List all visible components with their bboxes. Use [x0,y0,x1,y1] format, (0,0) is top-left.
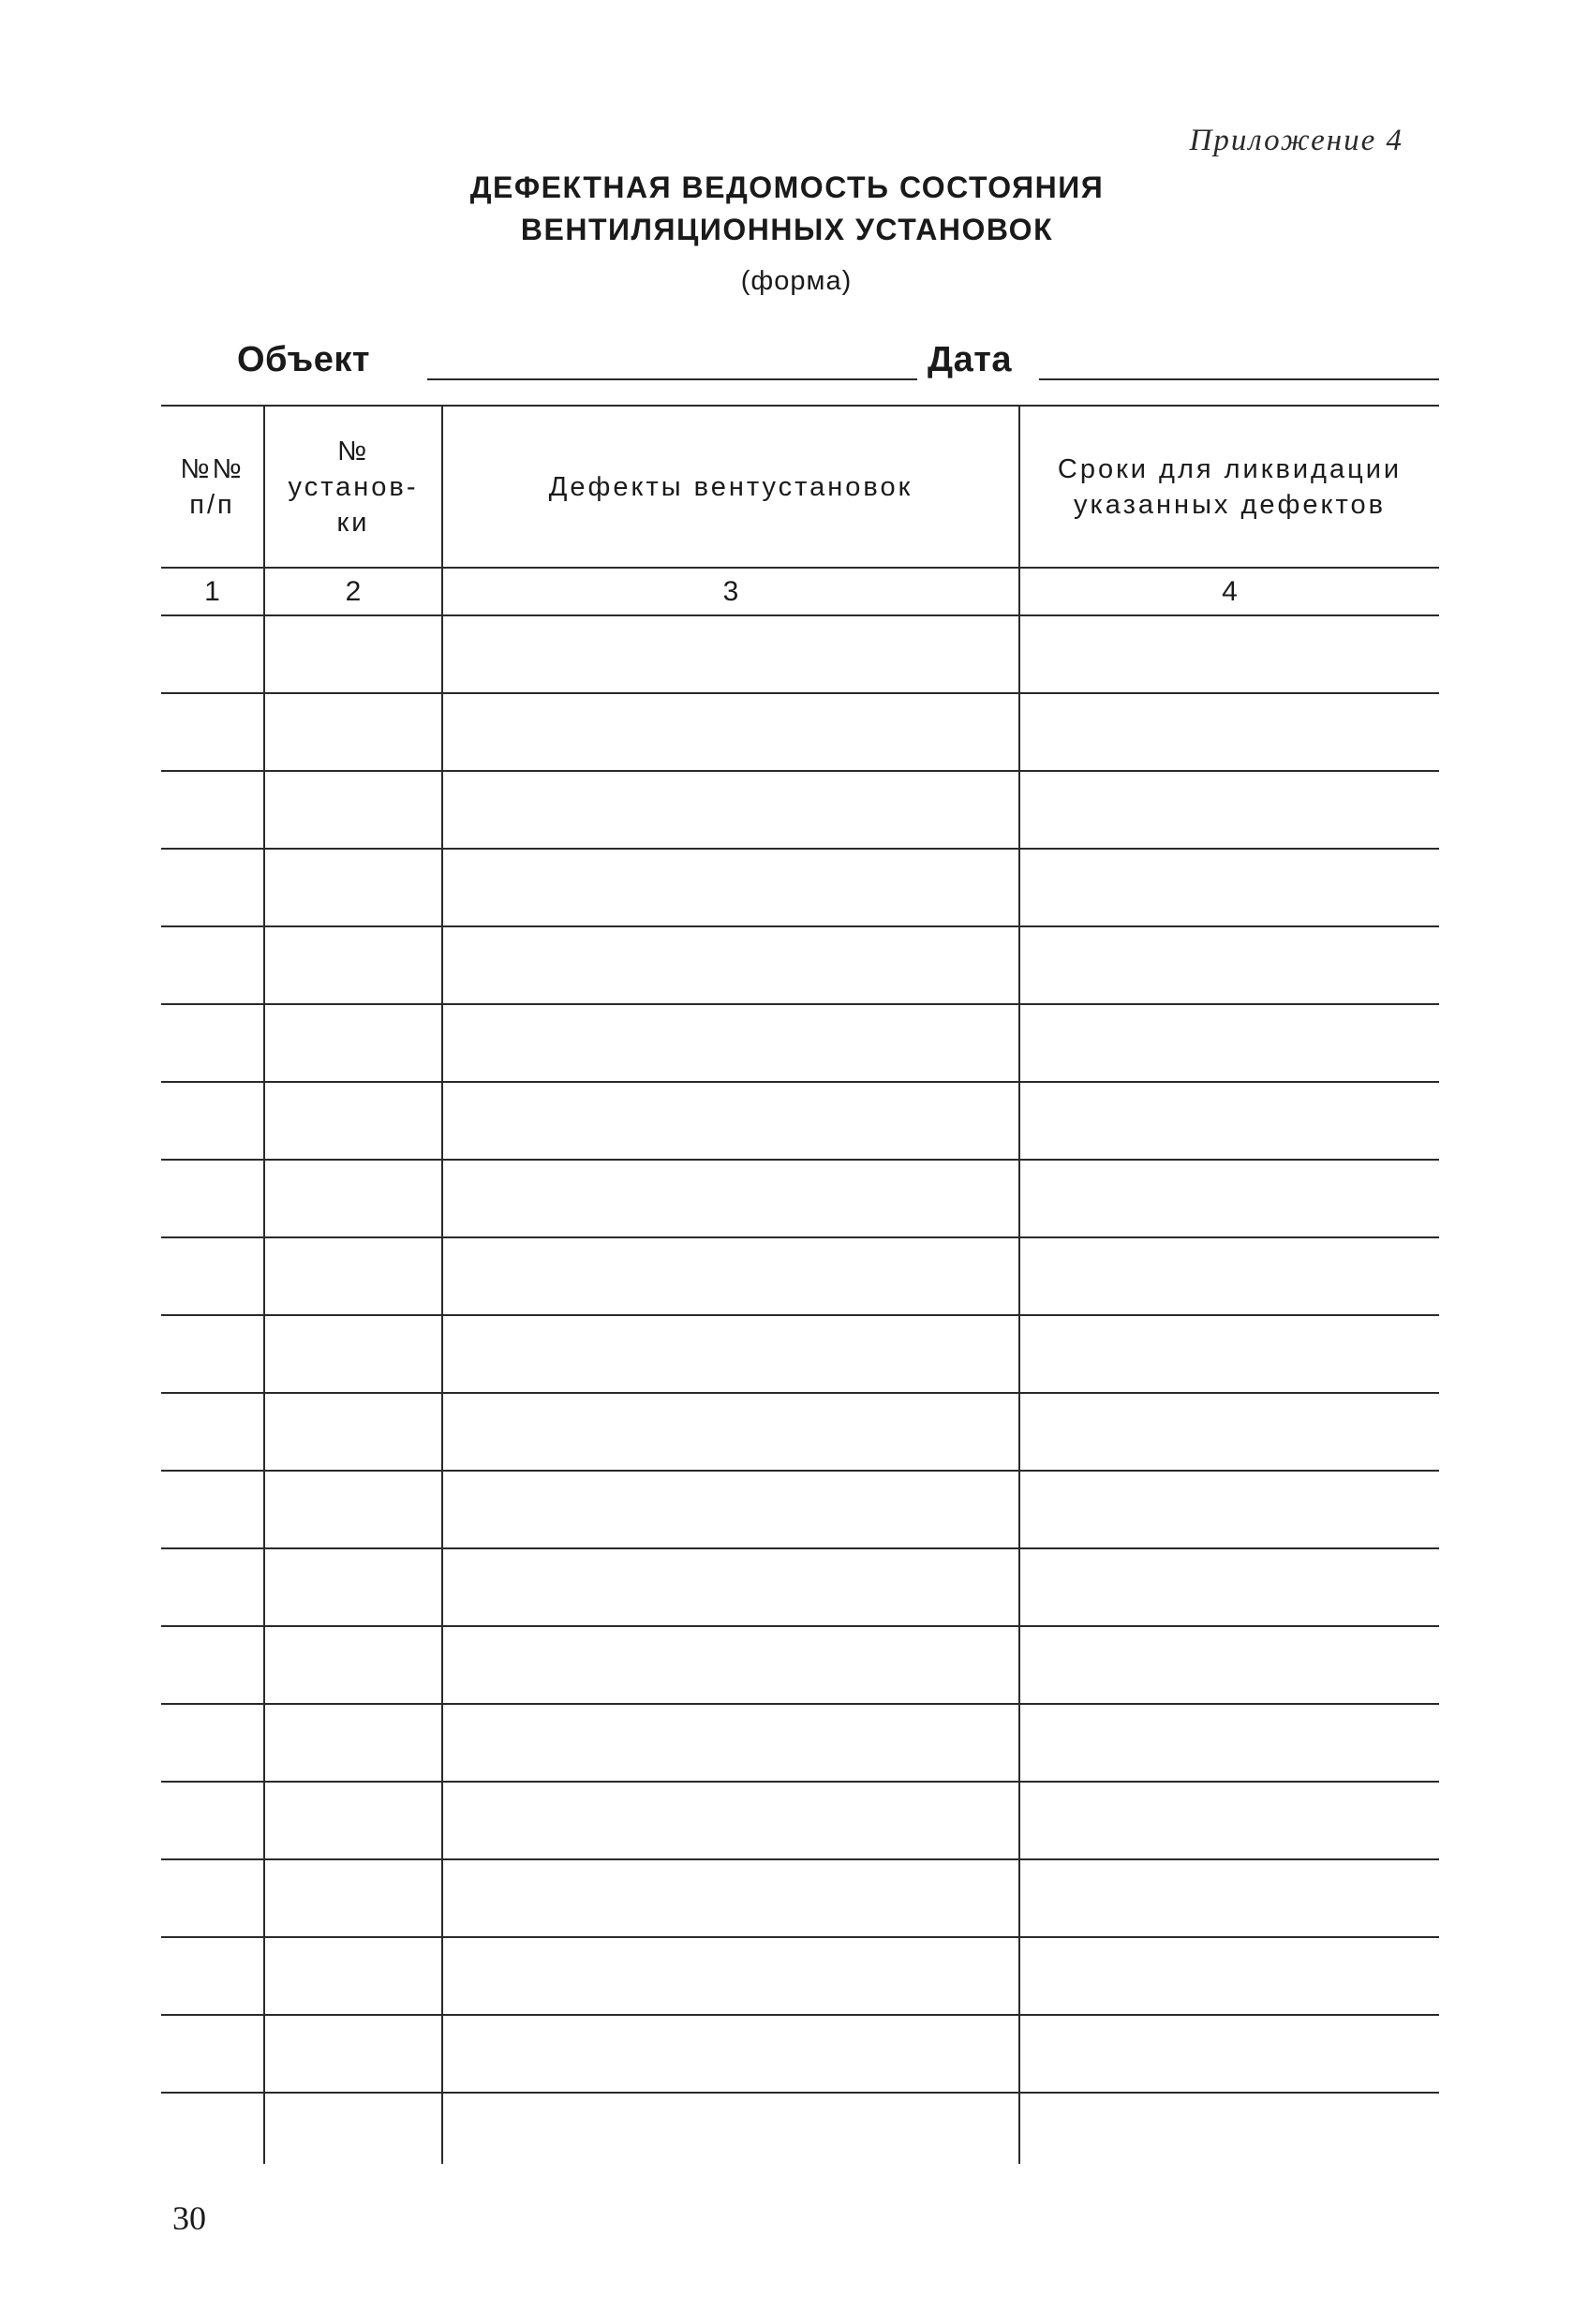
document-title-line-2: ВЕНТИЛЯЦИОННЫХ УСТАНОВОК [520,213,1054,246]
appendix-label: Приложение 4 [1189,124,1403,157]
table-cell [1019,693,1439,771]
table-cell [442,2015,1019,2093]
table-cell [1019,1859,1439,1937]
table-cell [1019,1626,1439,1704]
table-row [161,1548,1439,1626]
table-row [161,1393,1439,1471]
header-text: Сроки для ликвидации [1057,453,1403,484]
table-row [161,1315,1439,1393]
table-cell [1019,849,1439,926]
table-cell [161,615,264,693]
table-cell [1019,1237,1439,1315]
table-row [161,2015,1439,2093]
column-number: 4 [1019,568,1439,615]
header-text: №№ [180,453,245,484]
table-cell [264,849,442,926]
document-title-line-1: ДЕФЕКТНАЯ ВЕДОМОСТЬ СОСТОЯНИЯ [469,170,1105,204]
object-label: Объект [237,340,370,379]
table-cell [1019,1160,1439,1237]
table-cell [161,849,264,926]
table-cell [442,1082,1019,1160]
date-fill-line [1039,378,1439,380]
table-cell [442,2093,1019,2164]
table-row [161,849,1439,926]
table-cell [264,1393,442,1471]
header-text: установ- [288,471,419,502]
form-note: (форма) [740,266,853,296]
table-row [161,1704,1439,1782]
table-cell [161,2093,264,2164]
table-row [161,615,1439,693]
table-tail-row [161,2093,1439,2164]
table-cell [442,926,1019,1004]
table-cell [442,771,1019,849]
table-cell [161,1082,264,1160]
table-cell [442,1471,1019,1548]
table-cell [161,1004,264,1082]
table-cell [1019,1782,1439,1859]
table-row [161,771,1439,849]
table-cell [264,1004,442,1082]
table-cell [161,926,264,1004]
table-cell [1019,1393,1439,1471]
table-row [161,1082,1439,1160]
table-cell [161,1471,264,1548]
column-number: 1 [161,568,264,615]
table-cell [161,1315,264,1393]
table-cell [442,1782,1019,1859]
table-cell [161,771,264,849]
table-cell [442,849,1019,926]
table-cell [1019,1471,1439,1548]
table-cell [1019,2015,1439,2093]
table-cell [264,615,442,693]
table-cell [442,1315,1019,1393]
defects-table [161,405,1439,2164]
object-fill-line [427,378,917,380]
table-cell [161,1548,264,1626]
table-cell [264,1471,442,1548]
header-cell-installation [264,406,442,568]
table-cell [1019,926,1439,1004]
table-row [161,1782,1439,1859]
table-cell [442,1704,1019,1782]
table-row [161,1859,1439,1937]
table-cell [264,771,442,849]
table-cell [161,693,264,771]
header-cell-defects [442,406,1019,568]
table-cell [264,1704,442,1782]
table-cell [442,1004,1019,1082]
table-row [161,1471,1439,1548]
table-header-row [161,406,1439,568]
table-row [161,693,1439,771]
table-cell [161,1393,264,1471]
table-cell [264,1782,442,1859]
column-numbers-row [161,568,1439,615]
table-cell [1019,1937,1439,2015]
table-cell [1019,1704,1439,1782]
header-text: ки [336,507,370,538]
table-cell [1019,771,1439,849]
table-cell [264,1082,442,1160]
header-text: Дефекты вентустановок [548,471,913,502]
table-cell [1019,1548,1439,1626]
table-cell [264,1626,442,1704]
page-number: 30 [172,2199,206,2237]
table-cell [1019,1315,1439,1393]
table-cell [442,693,1019,771]
column-number: 3 [442,568,1019,615]
table-cell [1019,2093,1439,2164]
table-cell [161,1937,264,2015]
table-cell [264,1160,442,1237]
table-cell [161,1160,264,1237]
table-row [161,926,1439,1004]
table-cell [264,1937,442,2015]
table-row [161,1004,1439,1082]
table-cell [264,1548,442,1626]
table-cell [1019,1082,1439,1160]
table-cell [264,1237,442,1315]
header-text: указанных дефектов [1073,489,1387,520]
table-cell [161,1626,264,1704]
table-cell [161,1859,264,1937]
table-cell [161,1704,264,1782]
table-row [161,1626,1439,1704]
header-text: № [336,436,370,466]
table-cell [264,926,442,1004]
table-row [161,1937,1439,2015]
column-number: 2 [264,568,442,615]
table-cell [264,1859,442,1937]
header-text: п/п [189,489,235,520]
table-cell [1019,1004,1439,1082]
table-cell [442,1393,1019,1471]
table-cell [442,1237,1019,1315]
table-cell [161,1237,264,1315]
table-row [161,1160,1439,1237]
table-cell [1019,615,1439,693]
table-cell [442,1626,1019,1704]
table-cell [264,2015,442,2093]
header-cell-deadlines [1019,406,1439,568]
table-cell [161,1782,264,1859]
table-cell [161,2015,264,2093]
table-cell [442,1160,1019,1237]
table-cell [264,1315,442,1393]
header-cell-number [161,406,264,568]
table-row [161,1237,1439,1315]
table-cell [442,1548,1019,1626]
table-cell [442,1937,1019,2015]
table-cell [442,615,1019,693]
table-cell [264,693,442,771]
date-label: Дата [928,340,1012,379]
table-cell [264,2093,442,2164]
table-cell [442,1859,1019,1937]
